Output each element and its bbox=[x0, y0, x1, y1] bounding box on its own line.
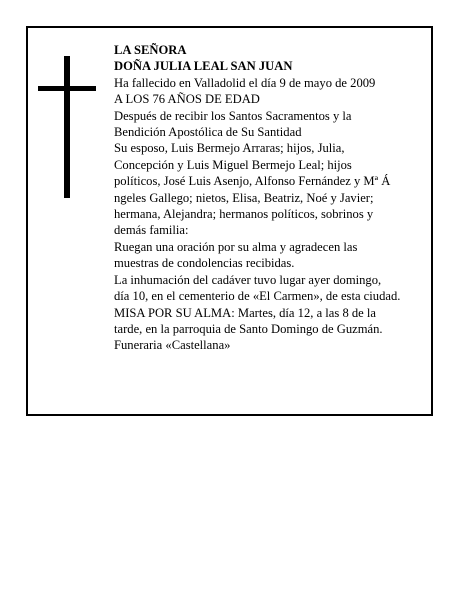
prayer-request-line: Ruegan una oración por su alma y agradecen las bbox=[114, 239, 358, 254]
prayer-request-line: muestras de condolencias recibidas. bbox=[114, 256, 295, 271]
mass-line: tarde, en la parroquia de Santo Domingo de Guzmán. bbox=[114, 321, 383, 336]
family-line: Su esposo, Luis Bermejo Arraras; hijos, Julia, bbox=[114, 141, 345, 156]
burial-line: día 10, en el cementerio de «El Carmen», de esta ciudad. bbox=[114, 289, 401, 304]
cross-icon bbox=[38, 56, 96, 198]
blessing-line: Bendición Apostólica de Su Santidad bbox=[114, 125, 302, 140]
family-line: Concepción y Luis Miguel Bermejo Leal; hijos bbox=[114, 157, 352, 172]
notice-text bbox=[114, 42, 430, 354]
cross-vertical-bar bbox=[64, 56, 70, 198]
mass-line: MISA POR SU ALMA: Martes, día 12, a las 8 de la bbox=[114, 305, 377, 320]
deceased-name: DOÑA JULIA LEAL SAN JUAN bbox=[114, 59, 293, 74]
age-line: A LOS 76 AÑOS DE EDAD bbox=[114, 92, 260, 107]
family-line: hermana, Alejandra; hermanos políticos, sobrinos y bbox=[114, 207, 374, 222]
family-line: demás familia: bbox=[114, 223, 189, 238]
family-line: ngeles Gallego; nietos, Elisa, Beatriz, Noé y Javier; bbox=[114, 190, 374, 205]
cross-horizontal-bar bbox=[38, 86, 96, 91]
obituary-notice bbox=[26, 26, 433, 416]
notice-heading-title: LA SEÑORA bbox=[114, 43, 187, 57]
funeral-home-line: Funeraria «Castellana» bbox=[114, 338, 231, 353]
sacraments-line: Después de recibir los Santos Sacramentos y la bbox=[114, 108, 352, 123]
death-date-line: Ha fallecido en Valladolid el día 9 de mayo de 2009 bbox=[114, 75, 376, 90]
family-line: políticos, José Luis Asenjo, Alfonso Fernández y Mª Á bbox=[114, 174, 391, 189]
burial-line: La inhumación del cadáver tuvo lugar ayer domingo, bbox=[114, 272, 382, 287]
